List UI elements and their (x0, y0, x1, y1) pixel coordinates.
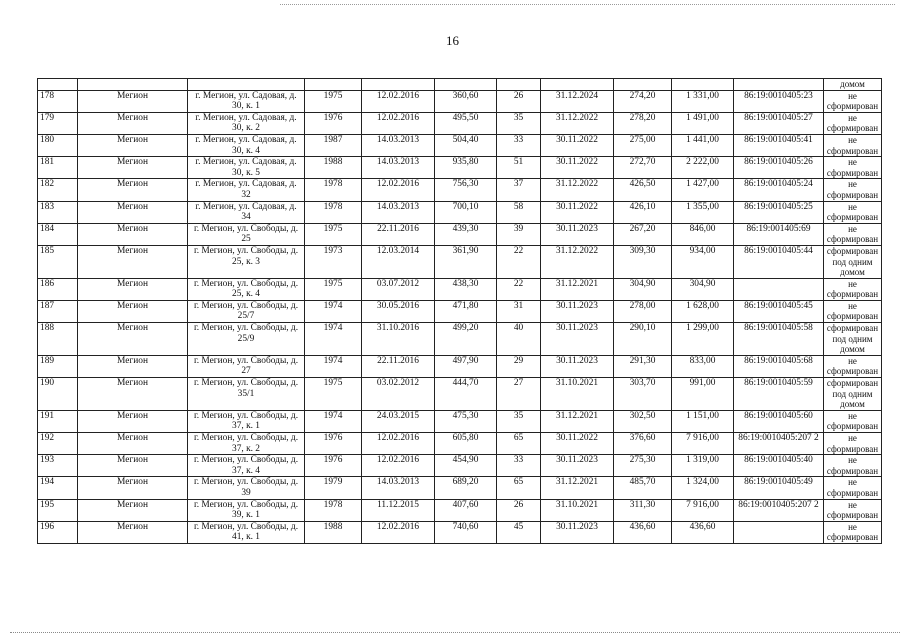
cell-blank (734, 79, 824, 91)
cell-blank (305, 79, 362, 91)
cell-area-living: 485,70 (614, 477, 672, 499)
cell-cadastral-number: 86:19:0010405:45 (734, 300, 824, 322)
cell-year: 1974 (305, 323, 362, 356)
cell-area-living: 272,70 (614, 157, 672, 179)
cell-residents: 65 (497, 477, 541, 499)
table-row (38, 223, 882, 245)
cell-area: 439,30 (435, 223, 497, 245)
cell-date-deadline: 30.11.2022 (541, 433, 614, 455)
cell-area: 504,40 (435, 134, 497, 156)
cell-area-living: 275,00 (614, 134, 672, 156)
cell-city: Мегион (78, 157, 188, 179)
cell-year: 1975 (305, 378, 362, 411)
cell-city: Мегион (78, 201, 188, 223)
cell-address: г. Мегион, ул. Свободы, д. 25, к. 3 (188, 245, 305, 278)
cell-cadastral-number: 86:19:0010405:68 (734, 355, 824, 377)
cell-area: 935,80 (435, 157, 497, 179)
cell-address: г. Мегион, ул. Садовая, д. 30, к. 4 (188, 134, 305, 156)
cell-residents: 35 (497, 112, 541, 134)
cell-cadastral-number: 86:19:0010405:25 (734, 201, 824, 223)
cell-year: 1975 (305, 278, 362, 300)
cell-number: 190 (38, 378, 78, 411)
cell-date-deadline: 30.11.2023 (541, 455, 614, 477)
cell-residents: 65 (497, 433, 541, 455)
cell-date-deadline: 30.11.2023 (541, 300, 614, 322)
cell-land-area: 1 355,00 (672, 201, 734, 223)
cell-residents: 33 (497, 455, 541, 477)
cell-city: Мегион (78, 245, 188, 278)
cell-residents: 58 (497, 201, 541, 223)
cell-year: 1988 (305, 157, 362, 179)
cell-area-living: 426,10 (614, 201, 672, 223)
cell-date-deadline: 30.11.2022 (541, 201, 614, 223)
cell-address: г. Мегион, ул. Свободы, д. 25/9 (188, 323, 305, 356)
cell-cadastral-number: 86:19:0010405:49 (734, 477, 824, 499)
cell-number: 188 (38, 323, 78, 356)
table-row (38, 521, 882, 543)
cell-number: 196 (38, 521, 78, 543)
cell-date-deadline: 31.10.2021 (541, 499, 614, 521)
cell-note: сформирован под одним домом (824, 245, 882, 278)
table-row (38, 378, 882, 411)
cell-residents: 26 (497, 90, 541, 112)
housing-register-table (37, 78, 882, 544)
scan-edge-top (280, 4, 895, 5)
cell-area: 689,20 (435, 477, 497, 499)
cell-date-registered: 14.03.2013 (362, 201, 435, 223)
cell-area: 605,80 (435, 433, 497, 455)
cell-note: не сформирован (824, 300, 882, 322)
cell-land-area: 1 628,00 (672, 300, 734, 322)
cell-area: 454,90 (435, 455, 497, 477)
cell-area: 700,10 (435, 201, 497, 223)
cell-number: 186 (38, 278, 78, 300)
cell-area-living: 436,60 (614, 521, 672, 543)
cell-address: г. Мегион, ул. Свободы, д. 25/7 (188, 300, 305, 322)
cell-city: Мегион (78, 433, 188, 455)
page-number: 16 (446, 33, 459, 48)
cell-date-registered: 22.11.2016 (362, 355, 435, 377)
cell-area-living: 304,90 (614, 278, 672, 300)
cell-year: 1988 (305, 521, 362, 543)
cell-date-registered: 12.03.2014 (362, 245, 435, 278)
cell-land-area: 1 427,00 (672, 179, 734, 201)
table-row (38, 157, 882, 179)
cell-number: 185 (38, 245, 78, 278)
cell-land-area: 436,60 (672, 521, 734, 543)
cell-number: 180 (38, 134, 78, 156)
cell-blank (38, 79, 78, 91)
cell-date-registered: 14.03.2013 (362, 477, 435, 499)
cell-address: г. Мегион, ул. Садовая, д. 30, к. 1 (188, 90, 305, 112)
table-row (38, 477, 882, 499)
cell-date-deadline: 31.12.2022 (541, 112, 614, 134)
cell-city: Мегион (78, 134, 188, 156)
cell-residents: 26 (497, 499, 541, 521)
cell-land-area: 304,90 (672, 278, 734, 300)
cell-note: не сформирован (824, 179, 882, 201)
cell-note: домом (824, 79, 882, 91)
cell-residents: 39 (497, 223, 541, 245)
cell-address: г. Мегион, ул. Свободы, д. 35/1 (188, 378, 305, 411)
cell-year: 1974 (305, 300, 362, 322)
cell-cadastral-number (734, 278, 824, 300)
cell-area-living: 267,20 (614, 223, 672, 245)
table-row (38, 433, 882, 455)
cell-cadastral-number: 86:19:0010405:58 (734, 323, 824, 356)
cell-area: 444,70 (435, 378, 497, 411)
cell-area: 438,30 (435, 278, 497, 300)
cell-note: не сформирован (824, 455, 882, 477)
cell-year: 1978 (305, 201, 362, 223)
table-row (38, 300, 882, 322)
cell-blank (614, 79, 672, 91)
cell-blank (497, 79, 541, 91)
cell-address: г. Мегион, ул. Садовая, д. 32 (188, 179, 305, 201)
cell-cadastral-number: 86:19:0010405:26 (734, 157, 824, 179)
cell-residents: 29 (497, 355, 541, 377)
cell-note: не сформирован (824, 223, 882, 245)
cell-note: не сформирован (824, 157, 882, 179)
cell-date-registered: 03.07.2012 (362, 278, 435, 300)
table-body (38, 79, 882, 544)
cell-city: Мегион (78, 455, 188, 477)
scan-edge-bottom (10, 632, 900, 633)
cell-number: 183 (38, 201, 78, 223)
cell-note: не сформирован (824, 134, 882, 156)
cell-number: 191 (38, 410, 78, 432)
cell-date-deadline: 30.11.2022 (541, 134, 614, 156)
cell-land-area: 1 151,00 (672, 410, 734, 432)
cell-cadastral-number: 86:19:0010405:44 (734, 245, 824, 278)
cell-date-deadline: 31.12.2021 (541, 477, 614, 499)
cell-date-deadline: 31.12.2022 (541, 245, 614, 278)
table-row (38, 499, 882, 521)
cell-number: 194 (38, 477, 78, 499)
cell-date-registered: 30.05.2016 (362, 300, 435, 322)
cell-year: 1973 (305, 245, 362, 278)
cell-date-registered: 12.02.2016 (362, 521, 435, 543)
cell-number: 189 (38, 355, 78, 377)
cell-year: 1978 (305, 499, 362, 521)
cell-date-registered: 31.10.2016 (362, 323, 435, 356)
cell-area: 475,30 (435, 410, 497, 432)
cell-note: не сформирован (824, 355, 882, 377)
cell-city: Мегион (78, 112, 188, 134)
cell-blank (541, 79, 614, 91)
cell-area: 361,90 (435, 245, 497, 278)
cell-note: не сформирован (824, 201, 882, 223)
cell-year: 1975 (305, 90, 362, 112)
cell-date-registered: 03.02.2012 (362, 378, 435, 411)
cell-area-living: 290,10 (614, 323, 672, 356)
cell-number: 187 (38, 300, 78, 322)
cell-city: Мегион (78, 300, 188, 322)
cell-area: 471,80 (435, 300, 497, 322)
cell-residents: 40 (497, 323, 541, 356)
cell-blank (78, 79, 188, 91)
cell-cadastral-number: 86:19:0010405:27 (734, 112, 824, 134)
cell-note: сформирован под одним домом (824, 323, 882, 356)
cell-note: сформирован под одним домом (824, 378, 882, 411)
cell-date-registered: 12.02.2016 (362, 179, 435, 201)
table-row (38, 278, 882, 300)
cell-cadastral-number: 86:19:0010405:24 (734, 179, 824, 201)
cell-residents: 51 (497, 157, 541, 179)
cell-date-registered: 12.02.2016 (362, 112, 435, 134)
cell-area: 499,20 (435, 323, 497, 356)
cell-city: Мегион (78, 223, 188, 245)
cell-number: 192 (38, 433, 78, 455)
cell-date-deadline: 31.10.2021 (541, 378, 614, 411)
cell-area-living: 426,50 (614, 179, 672, 201)
cell-land-area: 934,00 (672, 245, 734, 278)
cell-number: 195 (38, 499, 78, 521)
cell-cadastral-number (734, 521, 824, 543)
cell-blank (435, 79, 497, 91)
cell-city: Мегион (78, 90, 188, 112)
cell-note: не сформирован (824, 278, 882, 300)
cell-cadastral-number: 86:19:0010405:41 (734, 134, 824, 156)
cell-note: не сформирован (824, 499, 882, 521)
cell-note: не сформирован (824, 410, 882, 432)
cell-area: 495,50 (435, 112, 497, 134)
cell-area-living: 302,50 (614, 410, 672, 432)
cell-cadastral-number: 86:19:0010405:40 (734, 455, 824, 477)
cell-date-registered: 12.02.2016 (362, 90, 435, 112)
cell-land-area: 991,00 (672, 378, 734, 411)
cell-residents: 22 (497, 245, 541, 278)
cell-number: 193 (38, 455, 78, 477)
cell-city: Мегион (78, 355, 188, 377)
cell-land-area: 1 319,00 (672, 455, 734, 477)
cell-address: г. Мегион, ул. Свободы, д. 37, к. 1 (188, 410, 305, 432)
cell-city: Мегион (78, 410, 188, 432)
cell-date-deadline: 30.11.2023 (541, 323, 614, 356)
cell-city: Мегион (78, 477, 188, 499)
cell-area-living: 303,70 (614, 378, 672, 411)
cell-year: 1987 (305, 134, 362, 156)
cell-land-area: 7 916,00 (672, 433, 734, 455)
cell-address: г. Мегион, ул. Свободы, д. 27 (188, 355, 305, 377)
cell-date-registered: 24.03.2015 (362, 410, 435, 432)
table-row (38, 410, 882, 432)
cell-cadastral-number: 86:19:0010405:59 (734, 378, 824, 411)
table-row-continued (38, 79, 882, 91)
table-row (38, 134, 882, 156)
cell-date-deadline: 30.11.2023 (541, 521, 614, 543)
table-row (38, 455, 882, 477)
cell-year: 1974 (305, 355, 362, 377)
table-row (38, 179, 882, 201)
cell-year: 1979 (305, 477, 362, 499)
cell-land-area: 7 916,00 (672, 499, 734, 521)
cell-land-area: 1 324,00 (672, 477, 734, 499)
cell-date-deadline: 31.12.2021 (541, 410, 614, 432)
cell-address: г. Мегион, ул. Садовая, д. 30, к. 5 (188, 157, 305, 179)
cell-city: Мегион (78, 179, 188, 201)
table-row (38, 323, 882, 356)
cell-land-area: 2 222,00 (672, 157, 734, 179)
table-row (38, 112, 882, 134)
cell-date-deadline: 31.12.2024 (541, 90, 614, 112)
cell-residents: 31 (497, 300, 541, 322)
table-row (38, 201, 882, 223)
cell-city: Мегион (78, 499, 188, 521)
cell-blank (188, 79, 305, 91)
cell-blank (362, 79, 435, 91)
cell-year: 1974 (305, 410, 362, 432)
cell-city: Мегион (78, 521, 188, 543)
cell-date-deadline: 31.12.2022 (541, 179, 614, 201)
cell-area-living: 309,30 (614, 245, 672, 278)
cell-date-deadline: 30.11.2023 (541, 223, 614, 245)
cell-area: 497,90 (435, 355, 497, 377)
cell-residents: 22 (497, 278, 541, 300)
cell-note: не сформирован (824, 112, 882, 134)
cell-date-registered: 12.02.2016 (362, 455, 435, 477)
cell-address: г. Мегион, ул. Свободы, д. 25, к. 4 (188, 278, 305, 300)
cell-area-living: 275,30 (614, 455, 672, 477)
cell-address: г. Мегион, ул. Свободы, д. 41, к. 1 (188, 521, 305, 543)
cell-year: 1976 (305, 112, 362, 134)
cell-address: г. Мегион, ул. Свободы, д. 37, к. 2 (188, 433, 305, 455)
cell-address: г. Мегион, ул. Свободы, д. 25 (188, 223, 305, 245)
cell-land-area: 1 441,00 (672, 134, 734, 156)
cell-residents: 33 (497, 134, 541, 156)
cell-address: г. Мегион, ул. Садовая, д. 30, к. 2 (188, 112, 305, 134)
cell-city: Мегион (78, 278, 188, 300)
cell-land-area: 846,00 (672, 223, 734, 245)
cell-year: 1976 (305, 433, 362, 455)
table-row (38, 355, 882, 377)
cell-blank (672, 79, 734, 91)
cell-area-living: 278,20 (614, 112, 672, 134)
cell-number: 181 (38, 157, 78, 179)
cell-cadastral-number: 86:19:001405:69 (734, 223, 824, 245)
cell-date-deadline: 30.11.2023 (541, 355, 614, 377)
cell-date-registered: 22.11.2016 (362, 223, 435, 245)
cell-area: 756,30 (435, 179, 497, 201)
cell-note: не сформирован (824, 477, 882, 499)
cell-land-area: 1 491,00 (672, 112, 734, 134)
cell-residents: 35 (497, 410, 541, 432)
cell-cadastral-number: 86:19:0010405:207 2 (734, 433, 824, 455)
cell-date-deadline: 30.11.2022 (541, 157, 614, 179)
cell-date-registered: 11.12.2015 (362, 499, 435, 521)
cell-area-living: 274,20 (614, 90, 672, 112)
table-row (38, 245, 882, 278)
cell-year: 1978 (305, 179, 362, 201)
cell-area-living: 278,00 (614, 300, 672, 322)
cell-land-area: 833,00 (672, 355, 734, 377)
cell-number: 182 (38, 179, 78, 201)
cell-cadastral-number: 86:19:0010405:23 (734, 90, 824, 112)
cell-area: 360,60 (435, 90, 497, 112)
cell-area: 740,60 (435, 521, 497, 543)
cell-number: 178 (38, 90, 78, 112)
cell-city: Мегион (78, 323, 188, 356)
table-row (38, 90, 882, 112)
cell-date-registered: 14.03.2013 (362, 134, 435, 156)
cell-note: не сформирован (824, 433, 882, 455)
cell-address: г. Мегион, ул. Свободы, д. 39 (188, 477, 305, 499)
cell-residents: 45 (497, 521, 541, 543)
cell-city: Мегион (78, 378, 188, 411)
cell-area-living: 376,60 (614, 433, 672, 455)
cell-note: не сформирован (824, 521, 882, 543)
cell-residents: 27 (497, 378, 541, 411)
cell-year: 1976 (305, 455, 362, 477)
cell-area-living: 311,30 (614, 499, 672, 521)
cell-date-registered: 14.03.2013 (362, 157, 435, 179)
cell-cadastral-number: 86:19:0010405:207 2 (734, 499, 824, 521)
cell-number: 179 (38, 112, 78, 134)
cell-number: 184 (38, 223, 78, 245)
cell-date-registered: 12.02.2016 (362, 433, 435, 455)
cell-residents: 37 (497, 179, 541, 201)
cell-year: 1975 (305, 223, 362, 245)
cell-note: не сформирован (824, 90, 882, 112)
cell-date-deadline: 31.12.2021 (541, 278, 614, 300)
cell-area-living: 291,30 (614, 355, 672, 377)
cell-address: г. Мегион, ул. Свободы, д. 39, к. 1 (188, 499, 305, 521)
cell-address: г. Мегион, ул. Садовая, д. 34 (188, 201, 305, 223)
cell-area: 407,60 (435, 499, 497, 521)
cell-land-area: 1 299,00 (672, 323, 734, 356)
cell-address: г. Мегион, ул. Свободы, д. 37, к. 4 (188, 455, 305, 477)
cell-cadastral-number: 86:19:0010405:60 (734, 410, 824, 432)
cell-land-area: 1 331,00 (672, 90, 734, 112)
